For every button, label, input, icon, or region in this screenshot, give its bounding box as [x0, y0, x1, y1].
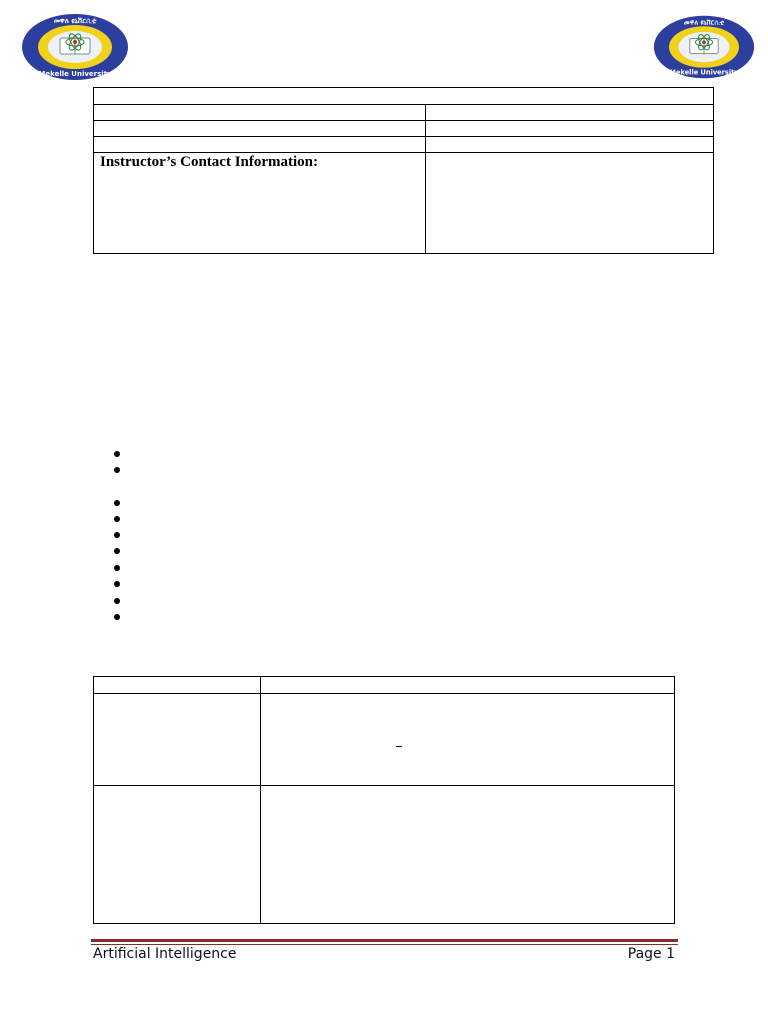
table-row: [94, 105, 714, 121]
table-row: [94, 153, 714, 254]
list-item: [112, 593, 126, 607]
contact-info-label: Instructor’s Contact Information:: [100, 154, 319, 170]
university-seal-icon: [20, 12, 130, 82]
table-cell: [261, 677, 675, 694]
list-item: [112, 446, 126, 460]
footer-course-title: Artificial Intelligence: [93, 946, 237, 962]
table-cell: [425, 153, 713, 254]
footer-page-number: Page 1: [627, 946, 675, 962]
list-item: [112, 543, 126, 557]
footer-rule-thin: [91, 944, 678, 945]
list-item: [112, 527, 126, 541]
list-item: [112, 560, 126, 574]
list-item: [112, 495, 126, 509]
footer-rule-thick: [91, 939, 678, 942]
table-cell: [425, 105, 713, 121]
list-item: [112, 511, 126, 525]
table-cell: [94, 121, 426, 137]
table-row: [94, 694, 675, 786]
university-seal-icon: [652, 12, 756, 82]
svg-text:መቐለ ዩኒቨርሲቲ: መቐለ ዩኒቨርሲቲ: [683, 18, 725, 27]
course-info-table: [93, 87, 714, 254]
table-cell: [261, 786, 675, 924]
list-item: [112, 609, 126, 623]
table-cell: [94, 153, 426, 254]
table-cell: [94, 677, 261, 694]
university-logo-right: [652, 12, 756, 82]
table-cell: [94, 105, 426, 121]
table-cell: [261, 694, 675, 786]
list-item: [112, 576, 126, 590]
table-row: [94, 677, 675, 694]
table-row: [94, 786, 675, 924]
list-item: [112, 462, 126, 476]
table-cell: [425, 137, 713, 153]
svg-text:Mekelle University: Mekelle University: [38, 70, 112, 78]
table-row: [94, 137, 714, 153]
table-cell: [94, 786, 261, 924]
svg-text:Mekelle University: Mekelle University: [669, 68, 739, 77]
university-logo-left: [20, 12, 130, 82]
dash-mark: [396, 746, 402, 747]
table-cell: [94, 137, 426, 153]
table-cell: [425, 121, 713, 137]
table-row: [94, 88, 714, 105]
footer-divider: [91, 939, 678, 945]
table-row: [94, 121, 714, 137]
svg-text:መቐለ ዩኒቨርሲቲ: መቐለ ዩኒቨርሲቲ: [53, 17, 97, 25]
table-cell: [94, 694, 261, 786]
schedule-table: [93, 676, 675, 924]
table-cell: [94, 88, 714, 105]
